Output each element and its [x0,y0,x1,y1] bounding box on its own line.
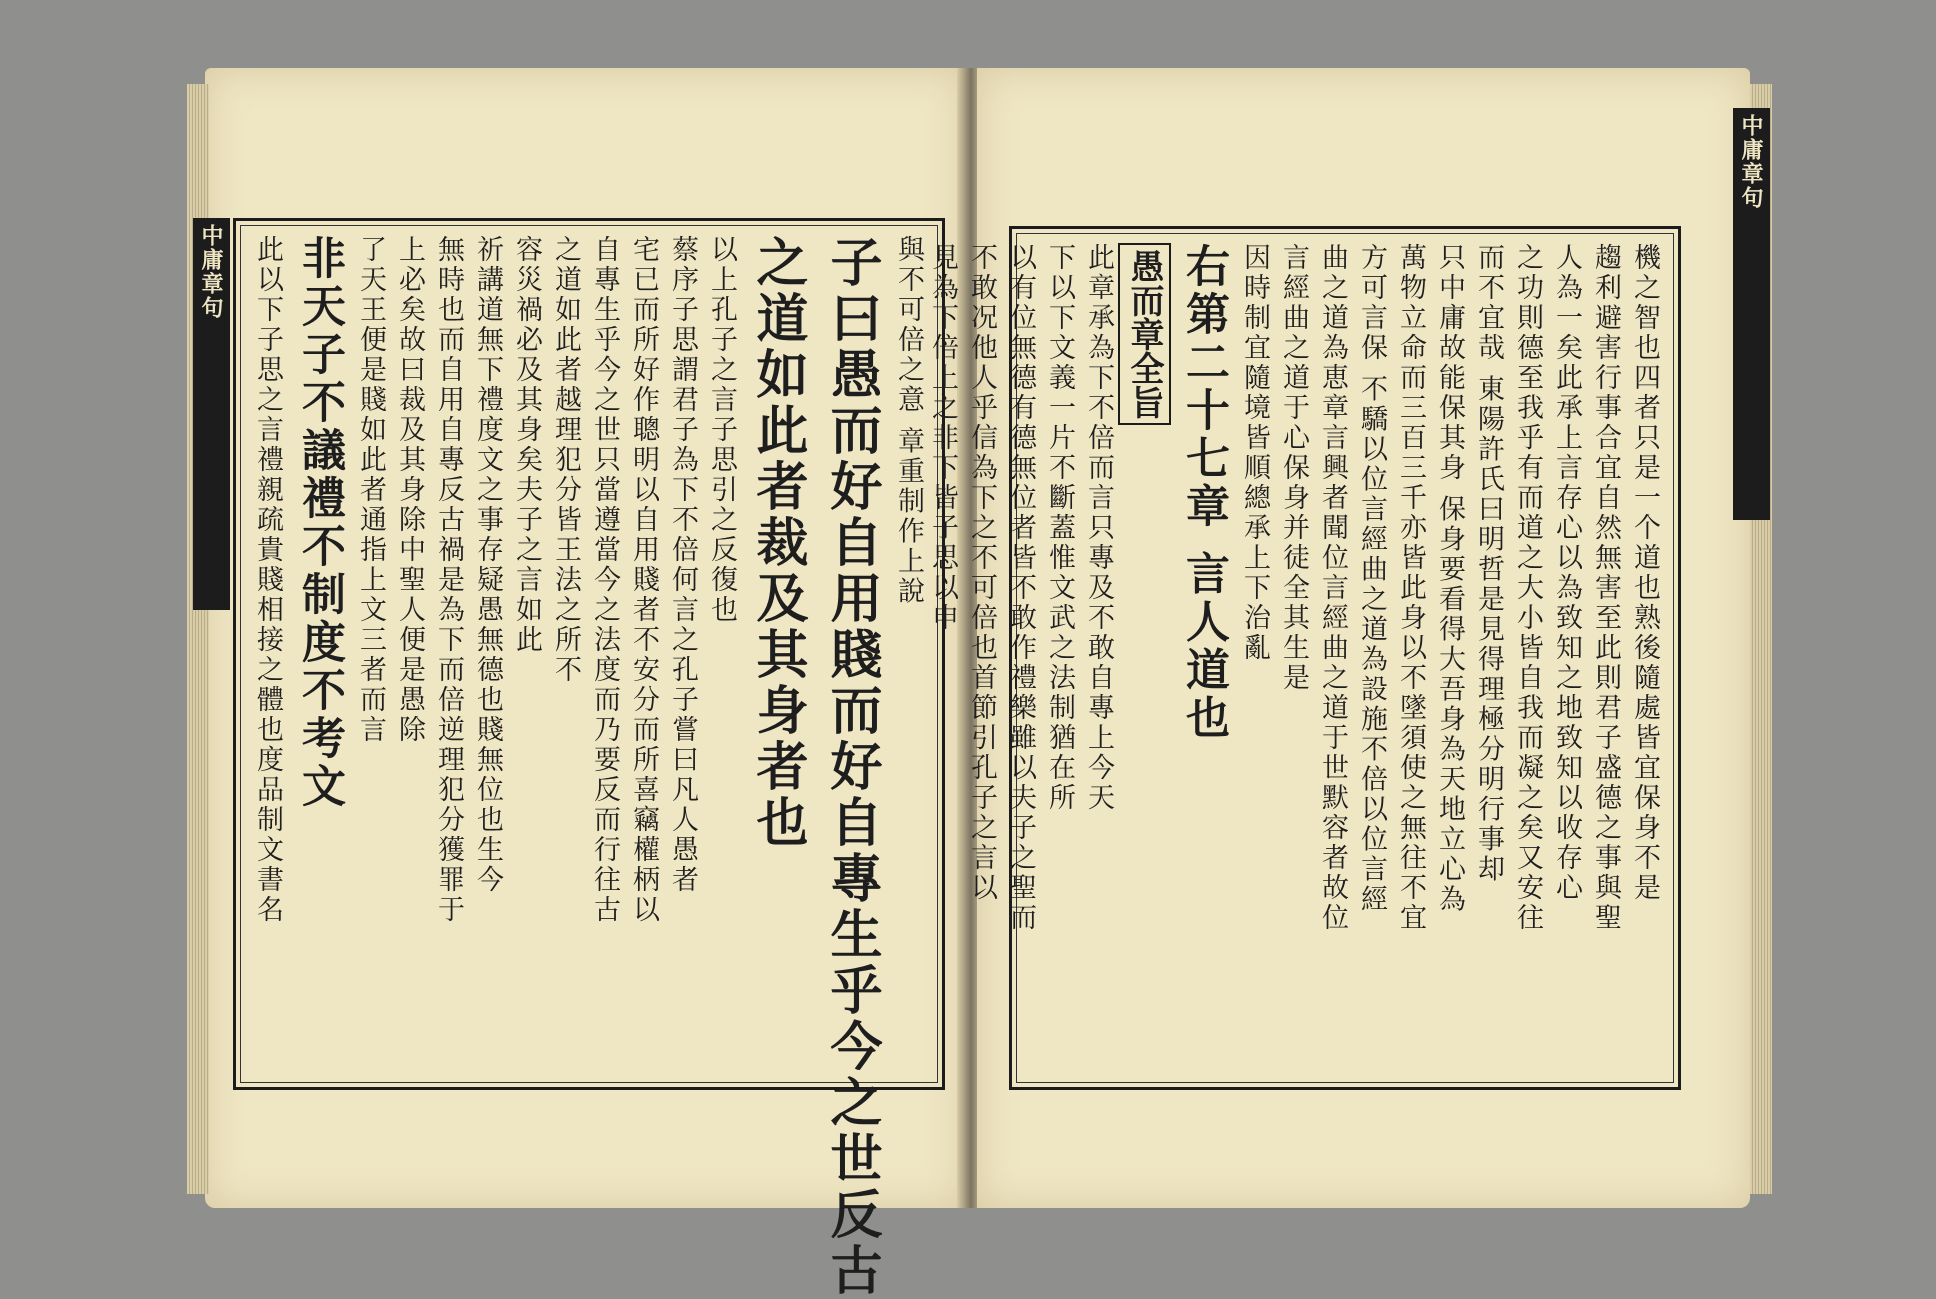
right-margin-label: 中庸章句 [1733,108,1770,520]
right-text-column: 以有位無德有德無位者皆不敢作禮樂雖以夫子之聖而 [1005,243,1036,933]
right-text-column: 而不宜哉 東陽許氏曰明哲是見得理極分明行事却 [1473,243,1504,885]
right-text-column: 因時制宜隨境皆順總承上下治亂 [1239,243,1270,663]
left-text-column: 之道如此者越理犯分皆王法之所不 [550,235,581,685]
left-text-column: 了天王便是賤如此者通指上文三者而言 [355,235,386,745]
left-text-column: 祈講道無下禮度文之事存疑愚無德也賤無位也生今 [472,235,503,895]
boxed-heading: 愚而章全旨 [1118,243,1171,425]
left-text-column: 自專生乎今之世只當遵當今之法度而乃要反而行往古 [589,235,620,925]
right-text-column: 下以下文義一片不斷蓋惟文武之法制猶在所 [1044,243,1075,813]
open-book [198,68,1764,1299]
right-text-frame [927,226,1681,1090]
right-text-column: 方可言保 不驕以位言經曲之道為設施不倍以位言經 [1356,243,1387,915]
left-text-column: 此以下子思之言禮親疏貴賤相接之體也度品制文書名 [252,235,283,925]
left-page [198,68,965,1299]
right-text-column: 右第二十七章 言人道也 [1178,243,1229,743]
left-text-column: 之道如此者裁及其身者也 [747,235,808,851]
right-text-column: 之功則德至我乎有而道之大小皆自我而凝之矣又安往 [1512,243,1543,933]
left-margin-label: 中庸章句 [193,218,230,610]
right-text-column: 言經曲之道于心保身并徒全其生是 [1278,243,1309,693]
left-text-column: 子曰愚而好自用賤而好自專生乎今之世反古 [821,235,882,1299]
right-text-column: 曲之道為恵章言興者聞位言經曲之道于世默容者故位 [1317,243,1348,933]
right-text-column: 趨利避害行事合宜自然無害至此則君子盛德之事與聖 [1590,243,1621,933]
left-text-column: 無時也而自用自專反古禍是為下而倍逆理犯分獲罪于 [433,235,464,925]
left-text-frame [233,218,945,1299]
left-text-column: 以上孔子之言子思引之反復也 [706,235,737,625]
right-text-column: 只中庸故能保其身 保身要看得大吾身為天地立心為 [1434,243,1465,915]
right-text-column: 萬物立命而三百三千亦皆此身以不墜須使之無往不宜 [1395,243,1426,933]
right-text-column: 人為一矣此承上言存心以為致知之地致知以收存心 [1551,243,1582,903]
left-text-column: 與不可倍之意 章重制作上說 [893,235,924,607]
left-text-column: 容災禍必及其身矣夫子之言如此 [511,235,542,655]
left-text-column: 蔡序子思謂君子為下不倍何言之孔子嘗曰凡人愚者 [667,235,698,895]
left-text-column: 宅已而所好作聰明以自用賤者不安分而所喜竊權柄以 [628,235,659,925]
right-text-column: 機之智也四者只是一个道也熟後隨處皆宜保身不是 [1629,243,1660,903]
right-text-column: 此章承為下不倍而言只專及不敢自專上今天 [1083,243,1114,813]
right-text-column [1118,243,1171,1073]
left-text-column: 非天子不議禮不制度不考文 [294,235,345,811]
right-text-column: 不敢况他人乎信為下之不可倍也首節引孔子之言以 [966,243,997,903]
right-columns [927,243,1664,1073]
right-text-column: 見為下倍上之非下皆子思以申 [927,243,958,633]
left-columns [250,235,928,1299]
left-text-column: 上必矣故曰裁及其身除中聖人便是愚除 [394,235,425,745]
right-page [927,68,1764,1208]
